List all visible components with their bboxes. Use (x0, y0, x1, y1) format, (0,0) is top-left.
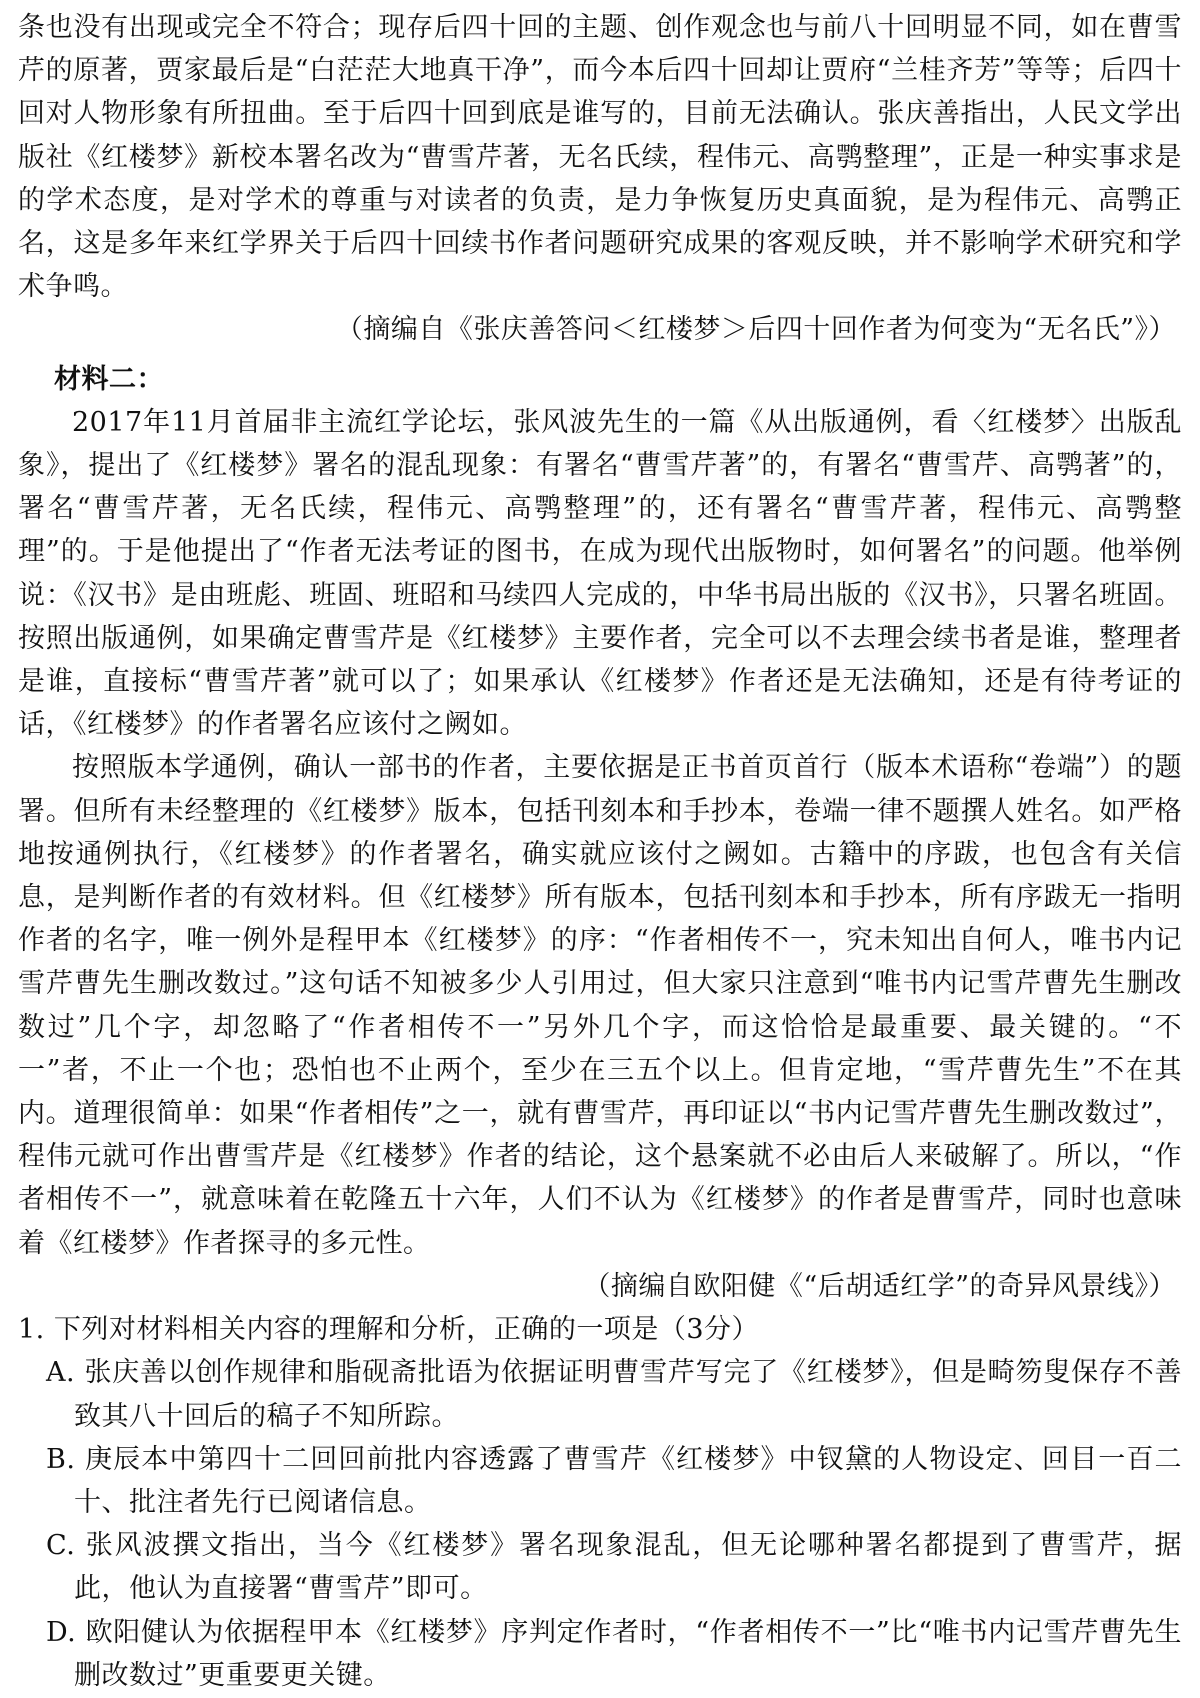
material-one-paragraph: 条也没有出现或完全不符合；现存后四十回的主题、创作观念也与前八十回明显不同，如在曹雪芹的原著，贾家最后是“白茫茫大地真干净”，而今本后四十回却让贾府“兰桂齐芳”等等；后四十回对人物形象有所扭曲。至于后四十回到底是谁写的，目前无法确认。张庆善指出，人民文学出版社《红楼梦》新校本署名改为“曹雪芹著，无名氏续，程伟元、高鹗整理”，正是一种实事求是的学术态度，是对学术的尊重与对读者的负责，是力争恢复历史真面貌，是为程伟元、高鹗正名，这是多年来红学界关于后四十回续书作者问题研究成果的客观反映，并不影响学术研究和学术争鸣。 (18, 12, 1182, 303)
question-1-option-c: C. 张风波撰文指出，当今《红楼梦》署名现象混乱，但无论哪种署名都提到了曹雪芹，据此，他认为直接署“曹雪芹”即可。 (46, 1530, 1182, 1605)
material-one-source: （摘编自《张庆善答问＜红楼梦＞后四十回作者为何变为“无名氏”》） (335, 314, 1176, 346)
material-two-heading: 材料二： (54, 363, 164, 395)
question-1-option-a: A. 张庆善以创作规律和脂砚斋批语为依据证明曹雪芹写完了《红楼梦》，但是畸笏叟保存不善致其八十回后的稿子不知所踪。 (46, 1357, 1182, 1432)
material-two-section (18, 358, 1182, 1308)
material-two-paragraph-1: 2017年11月首届非主流红学论坛，张风波先生的一篇《从出版通例，看〈红楼梦〉出版乱象》，提出了《红楼梦》署名的混乱现象：有署名“曹雪芹著”的，有署名“曹雪芹、高鹗著”的，署名“曹雪芹著，无名氏续，程伟元、高鹗整理”的，还有署名“曹雪芹著，程伟元、高鹗整理”的。于是他提出了“作者无法考证的图书，在成为现代出版物时，如何署名”的问题。他举例说：《汉书》是由班彪、班固、班昭和马续四人完成的，中华书局出版的《汉书》，只署名班固。按照出版通例，如果确定曹雪芹是《红楼梦》主要作者，完全可以不去理会续书者是谁，整理者是谁，直接标“曹雪芹著”就可以了；如果承认《红楼梦》作者还是无法确知，还是有待考证的话，《红楼梦》的作者署名应该付之阙如。 (18, 406, 1182, 741)
question-1-option-d: D. 欧阳健认为依据程甲本《红楼梦》序判定作者时，“作者相传不一”比“唯书内记雪芹曹先生删改数过”更重要更关键。 (46, 1616, 1182, 1691)
question-1-section (18, 1308, 1182, 1697)
material-two-paragraph-2: 按照版本学通例，确认一部书的作者，主要依据是正书首页首行（版本术语称“卷端”）的题署。但所有未经整理的《红楼梦》版本，包括刊刻本和手抄本，卷端一律不题撰人姓名。如严格地按通例执行，《红楼梦》的作者署名，确实就应该付之阙如。古籍中的序跋，也包含有关信息，是判断作者的有效材料。但《红楼梦》所有版本，包括刊刻本和手抄本，所有序跋无一指明作者的名字，唯一例外是程甲本《红楼梦》的序：“作者相传不一，究未知出自何人，唯书内记雪芹曹先生删改数过。”这句话不知被多少人引用过，但大家只注意到“唯书内记雪芹曹先生删改数过”几个字，却忽略了“作者相传不一”另外几个字，而这恰恰是最重要、最关键的。“不一”者，不止一个也；恐怕也不止两个，至少在三五个以上。但肯定地，“雪芹曹先生”不在其内。道理很简单：如果“作者相传”之一，就有曹雪芹，再印证以“书内记雪芹曹先生删改数过”，程伟元就可作出曹雪芹是《红楼梦》作者的结论，这个悬案就不必由后人来破解了。所以，“作者相传不一”，就意味着在乾隆五十六年，人们不认为《红楼梦》的作者是曹雪芹，同时也意味着《红楼梦》作者探寻的多元性。 (18, 752, 1182, 1259)
question-1-stem: 1. 下列对材料相关内容的理解和分析，正确的一项是（3分） (18, 1314, 760, 1346)
material-two-source: （摘编自欧阳健《“后胡适红学”的奇异风景线》） (583, 1270, 1176, 1302)
material-one-section (18, 6, 1182, 352)
question-1-option-b: B. 庚辰本中第四十二回回前批内容透露了曹雪芹《红楼梦》中钗黛的人物设定、回目一百二十、批注者先行已阅诸信息。 (46, 1443, 1182, 1518)
exam-page (18, 6, 1182, 1697)
